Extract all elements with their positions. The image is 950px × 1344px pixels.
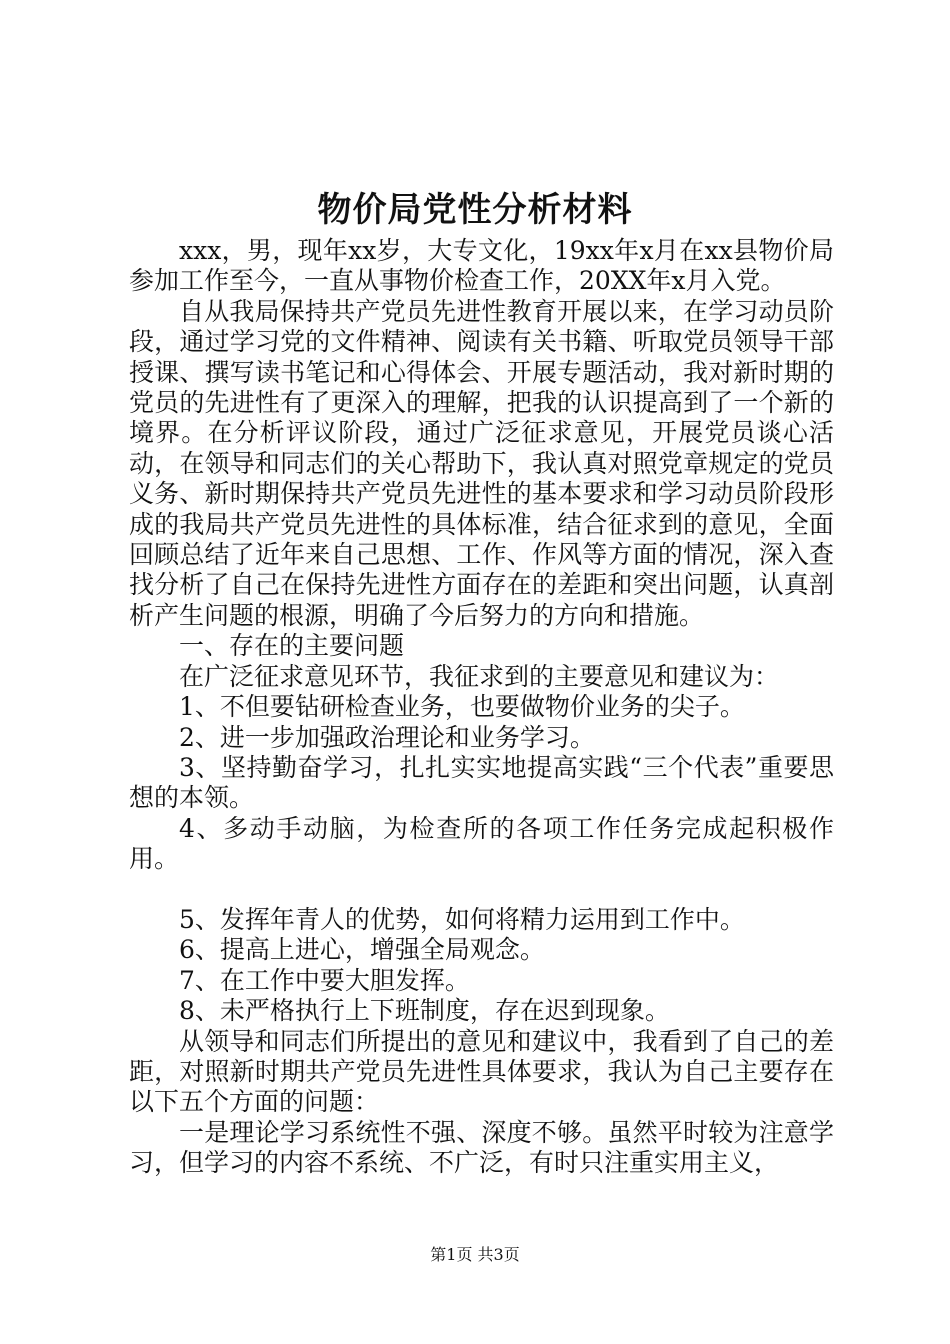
intro-paragraph: xxx，男，现年xx岁，大专文化，19xx年x月在xx县物价局参加工作至今，一直从事物价检查工作，20XX年x月入党。 xyxy=(129,236,834,296)
opinion-item-1: 1、不但要钻研检查业务，也要做物价业务的尖子。 xyxy=(179,692,745,722)
opinion-item-6: 6、提高上进心，增强全局观念。 xyxy=(179,935,545,965)
document-body xyxy=(129,236,834,1179)
opinion-item-8: 8、未严格执行上下班制度，存在迟到现象。 xyxy=(179,996,670,1026)
background-paragraph: 自从我局保持共产党员先进性教育开展以来，在学习动员阶段，通过学习党的文件精神、阅读有关书籍、听取党员领导干部授课、撰写读书笔记和心得体会、开展专题活动，我对新时期的党员的先进性有了更深入的理解，把我的认识提高到了一个新的境界。在分析评议阶段，通过广泛征求意见，开展党员谈心活动，在领导和同志们的关心帮助下，我认真对照党章规定的党员义务、新时期保持共产党员先进性的基本要求和学习动员阶段形成的我局共产党员先进性的具体标准，结合征求到的意见，全面回顾总结了近年来自己思想、工作、作风等方面的情况，深入查找分析了自己在保持先进性方面存在的差距和突出问题，认真剖析产生问题的根源，明确了今后努力的方向和措施。 xyxy=(129,296,834,630)
problem-1-paragraph: 一是理论学习系统性不强、深度不够。虽然平时较为注意学习，但学习的内容不系统、不广泛，有时只注重实用主义， xyxy=(129,1117,834,1178)
opinions-intro: 在广泛征求意见环节，我征求到的主要意见和建议为： xyxy=(179,661,780,691)
opinion-item-3: 3、坚持勤奋学习，扎扎实实地提高实践“三个代表”重要思想的本领。 xyxy=(129,752,834,813)
page-number-footer: 第1页 共3页 xyxy=(430,1245,520,1264)
section-heading: 一、存在的主要问题 xyxy=(179,631,405,661)
opinion-item-2: 2、进一步加强政治理论和业务学习。 xyxy=(179,722,595,752)
opinion-item-5: 5、发挥年青人的优势，如何将精力运用到工作中。 xyxy=(179,904,745,934)
self-assessment-paragraph: 从领导和同志们所提出的意见和建议中，我看到了自己的差距，对照新时期共产党员先进性具体要求，我认为自己主要存在以下五个方面的问题： xyxy=(129,1026,834,1117)
opinion-item-7: 7、在工作中要大胆发挥。 xyxy=(179,965,470,995)
opinion-item-4: 4、多动手动脑，为检查所的各项工作任务完成起积极作用。 xyxy=(129,813,834,874)
document-title: 物价局党性分析材料 xyxy=(317,190,633,230)
